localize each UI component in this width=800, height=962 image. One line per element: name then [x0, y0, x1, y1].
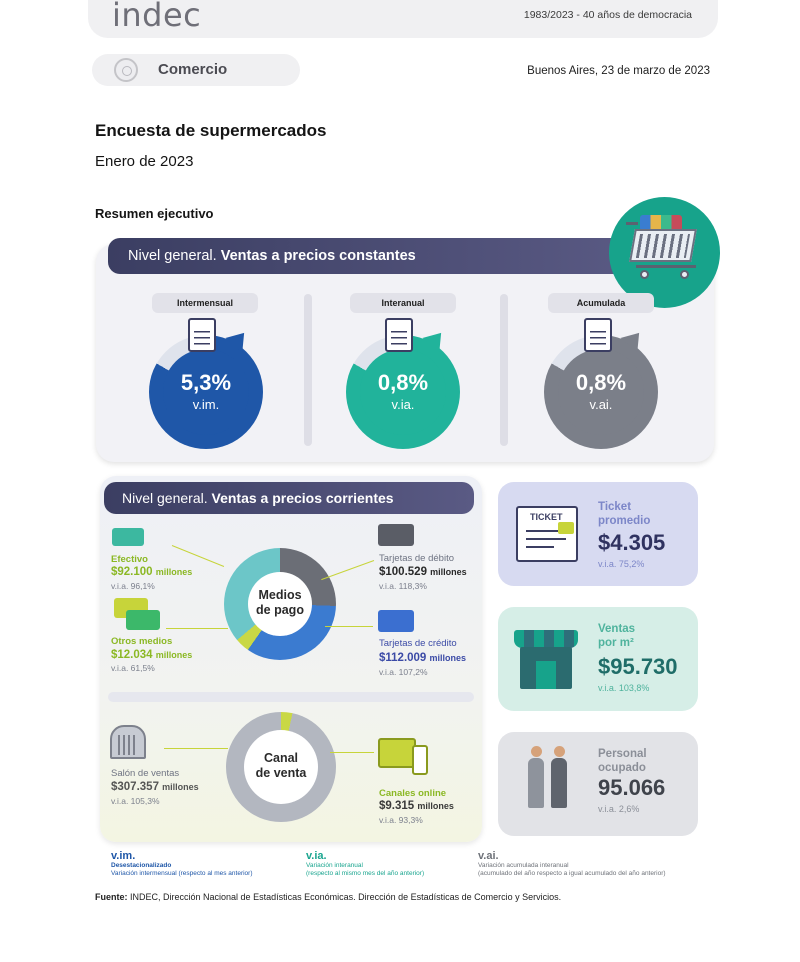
connector-line — [164, 748, 228, 749]
channel-label-online: Canales online — [379, 788, 447, 799]
payment-unit: millones — [155, 567, 193, 577]
payment-unit: millones — [155, 650, 193, 660]
cart-wheel-icon — [640, 270, 649, 279]
ticket-value: $4.305 — [598, 530, 666, 555]
legend-line2-vim: Variación intermensual (respecto al mes anterior) — [111, 870, 253, 877]
kpi-divider — [500, 294, 508, 446]
donut-center-line: Medios — [258, 588, 302, 602]
kpi-value: 5,3% — [180, 370, 232, 395]
shop-awning-icon — [514, 630, 578, 648]
banner-light-text: Nivel general. — [128, 248, 217, 264]
kpi-unit: v.im. — [192, 397, 220, 412]
channel-sub-online: v.i.a. 93,3% — [379, 815, 423, 825]
document-title: Encuesta de supermercados — [95, 121, 327, 140]
card-title-line: Personal — [598, 748, 647, 760]
payment-value-credito — [379, 652, 466, 664]
channel-unit: millones — [417, 801, 454, 811]
source-label: Fuente: — [95, 892, 128, 902]
staff-sub: v.i.a. 2,6% — [598, 804, 640, 814]
payment-sub-otros: v.i.a. 61,5% — [111, 663, 155, 673]
staff-value: 95.066 — [598, 775, 666, 800]
calendar-document-icon — [584, 318, 612, 352]
channel-value-salon — [111, 781, 199, 793]
payment-value-otros — [111, 649, 192, 661]
constant-prices-banner — [108, 238, 648, 274]
store-icon — [110, 725, 146, 759]
payment-label-otros: Otros medios — [111, 636, 173, 647]
channel-amount: $9.315 — [379, 800, 415, 812]
payment-amount: $12.034 — [111, 649, 153, 661]
worker-icon — [551, 758, 567, 808]
sales-m2-title — [598, 622, 635, 650]
payment-label-credito: Tarjetas de crédito — [379, 638, 457, 649]
kpi-unit: v.ia. — [391, 397, 415, 412]
card-title-line: ocupado — [598, 762, 646, 774]
legend-line1-via: Variación interanual — [306, 862, 363, 869]
channel-value-online — [379, 800, 454, 812]
calendar-document-icon — [188, 318, 216, 352]
card-title-line: por m² — [598, 637, 634, 649]
computer-icon — [378, 738, 416, 768]
credit-card-icon — [378, 610, 414, 632]
payment-donut-center — [248, 572, 312, 636]
kpi-value: 0,8% — [575, 370, 627, 395]
card-title-line: Ventas — [598, 623, 636, 635]
banner-bold-text: Ventas a precios constantes — [220, 248, 416, 264]
cart-base-icon — [636, 265, 696, 268]
kpi-value: 0,8% — [377, 370, 429, 395]
channel-amount: $307.357 — [111, 781, 159, 793]
header-tagline: 1983/2023 - 40 años de democracia — [523, 9, 692, 21]
shop-icon — [520, 647, 572, 689]
kpi-tag-interanual: Interanual — [350, 293, 456, 313]
section-separator — [108, 692, 474, 702]
staff-title — [598, 747, 647, 775]
connector-line — [330, 752, 374, 753]
cart-wheel-icon — [680, 270, 689, 279]
indec-logo: indec — [112, 0, 202, 34]
payment-amount: $112.009 — [379, 652, 427, 664]
donut-center-line: de venta — [255, 766, 307, 780]
calendar-document-icon — [385, 318, 413, 352]
kpi-value-intermensual — [163, 349, 249, 435]
legend-line2-via: (respecto al mismo mes del año anterior) — [306, 870, 425, 877]
banner-bold-text: Ventas a precios corrientes — [211, 490, 394, 506]
channel-label-salon: Salón de ventas — [111, 768, 180, 779]
kpi-value-interanual — [360, 349, 446, 435]
payment-unit: millones — [429, 653, 467, 663]
debit-card-icon — [378, 524, 414, 546]
payment-sub-credito: v.i.a. 107,2% — [379, 667, 428, 677]
payment-amount: $100.529 — [379, 566, 427, 578]
channel-donut-center — [244, 730, 318, 804]
document-period: Enero de 2023 — [95, 153, 194, 170]
payment-sub-efectivo: v.i.a. 96,1% — [111, 581, 155, 591]
ticket-sub: v.i.a. 75,2% — [598, 559, 645, 569]
payment-value-debito — [379, 566, 467, 578]
sales-m2-value: $95.730 — [598, 654, 678, 679]
payment-label-debito: Tarjetas de débito — [379, 553, 454, 564]
source-note — [95, 892, 561, 902]
cart-handle-icon — [626, 222, 638, 225]
commerce-icon — [114, 58, 138, 82]
connector-line — [166, 628, 228, 629]
banner-light-text: Nivel general. — [122, 490, 208, 506]
card-title-line: promedio — [598, 515, 651, 527]
payment-label-efectivo: Efectivo — [111, 554, 148, 565]
shopping-cart-icon — [629, 229, 697, 262]
cash-icon — [112, 528, 144, 546]
legend-abbr-vai: v.ai. — [478, 850, 499, 862]
voucher-icon — [126, 610, 160, 630]
place-date: Buenos Aires, 23 de marzo de 2023 — [527, 65, 710, 77]
legend-line1-vai: Variación acumulada interanual — [478, 862, 569, 869]
worker-icon — [528, 758, 544, 808]
section-label: Comercio — [158, 61, 228, 78]
legend-abbr-via: v.ia. — [306, 850, 327, 862]
legend-line1-vim: Desestacionalizado — [111, 862, 172, 869]
connector-line — [325, 626, 373, 627]
channel-sub-salon: v.i.a. 105,3% — [111, 796, 160, 806]
ticket-title — [598, 500, 650, 528]
payment-sub-debito: v.i.a. 118,3% — [379, 581, 427, 591]
legend-abbr-vim: v.im. — [111, 850, 136, 862]
donut-center-line: de pago — [256, 603, 304, 617]
channel-unit: millones — [162, 782, 199, 792]
card-title-line: Ticket — [598, 501, 632, 513]
payment-amount: $92.100 — [111, 566, 153, 578]
kpi-tag-acumulada: Acumulada — [548, 293, 654, 313]
kpi-divider — [304, 294, 312, 446]
legend-line2-vai: (acumulado del año respecto a igual acumulado del año anterior) — [478, 870, 666, 877]
current-prices-banner — [104, 482, 474, 514]
kpi-unit: v.ai. — [589, 397, 613, 412]
summary-heading: Resumen ejecutivo — [95, 206, 214, 221]
sales-m2-sub: v.i.a. 103,8% — [598, 683, 650, 693]
kpi-tag-intermensual: Intermensual — [152, 293, 258, 313]
donut-center-line: Canal — [263, 751, 299, 765]
kpi-value-acumulada — [558, 349, 644, 435]
source-text: INDEC, Dirección Nacional de Estadísticas Económicas. Dirección de Estadísticas de Comercio y Servicios. — [130, 892, 562, 902]
ticket-icon-text: TICKET — [530, 512, 563, 522]
payment-value-efectivo — [111, 566, 192, 578]
payment-unit: millones — [430, 567, 467, 577]
phone-icon — [412, 745, 428, 775]
